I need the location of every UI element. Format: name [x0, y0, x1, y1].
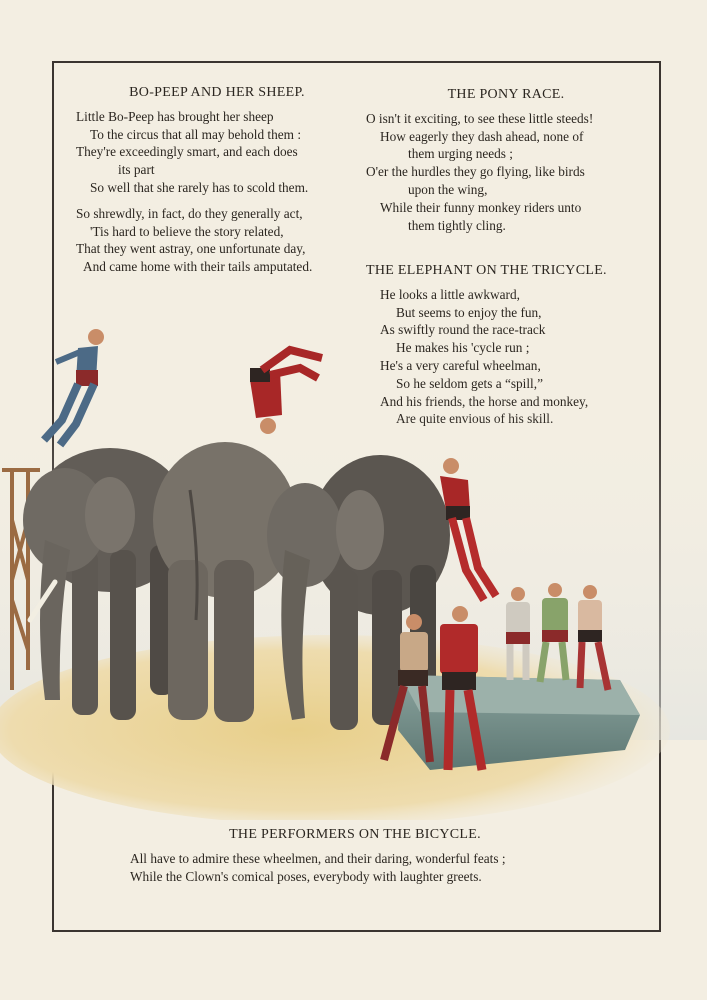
poem-line: While their funny monkey riders unto — [380, 199, 582, 215]
poem-title: BO-PEEP AND HER SHEEP. — [129, 85, 305, 100]
poem-line: O'er the hurdles they go flying, like birds — [366, 164, 585, 180]
poem-line: 'Tis hard to believe the story related, — [90, 223, 284, 239]
poem-line: upon the wing, — [408, 181, 488, 197]
poem-line: So shrewdly, in fact, do they generally act, — [76, 205, 303, 221]
poem-line: How eagerly they dash ahead, none of — [380, 128, 584, 144]
poem-pony-race — [366, 86, 646, 234]
poem-line: While the Clown's comical poses, everybody with laughter greets. — [130, 868, 482, 884]
poem-bo-peep — [76, 84, 358, 276]
poem-line: them urging needs ; — [408, 146, 514, 162]
poem-title: THE ELEPHANT ON THE TRICYCLE. — [366, 263, 607, 278]
poem-line: As swiftly round the race-track — [380, 322, 546, 338]
poem-line: He looks a little awkward, — [380, 286, 520, 302]
poem-line: So he seldom gets a “spill,” — [396, 375, 543, 391]
poem-performers-bicycle — [110, 826, 600, 885]
poem-line: But seems to enjoy the fun, — [396, 304, 542, 320]
poem-line: To the circus that all may behold them : — [90, 126, 302, 142]
poem-title: THE PERFORMERS ON THE BICYCLE. — [229, 827, 481, 842]
poem-line: them tightly cling. — [408, 217, 506, 233]
poem-line: They're exceedingly smart, and each does — [76, 144, 298, 160]
circus-illustration — [0, 320, 707, 820]
poem-line: Little Bo-Peep has brought her sheep — [76, 108, 274, 124]
poem-line: O isn't it exciting, to see these little steeds! — [366, 110, 594, 126]
poem-line: All have to admire these wheelmen, and their daring, wonderful feats ; — [130, 850, 506, 866]
poem-line: He's a very careful wheelman, — [380, 357, 541, 373]
poem-line: its part — [118, 162, 155, 178]
poem-line: That they went astray, one unfortunate day, — [76, 241, 306, 257]
poem-line: He makes his 'cycle run ; — [396, 340, 530, 356]
poem-line: And came home with their tails amputated. — [83, 259, 313, 275]
poem-line: So well that she rarely has to scold them. — [90, 179, 309, 195]
poem-title: THE PONY RACE. — [447, 87, 565, 102]
